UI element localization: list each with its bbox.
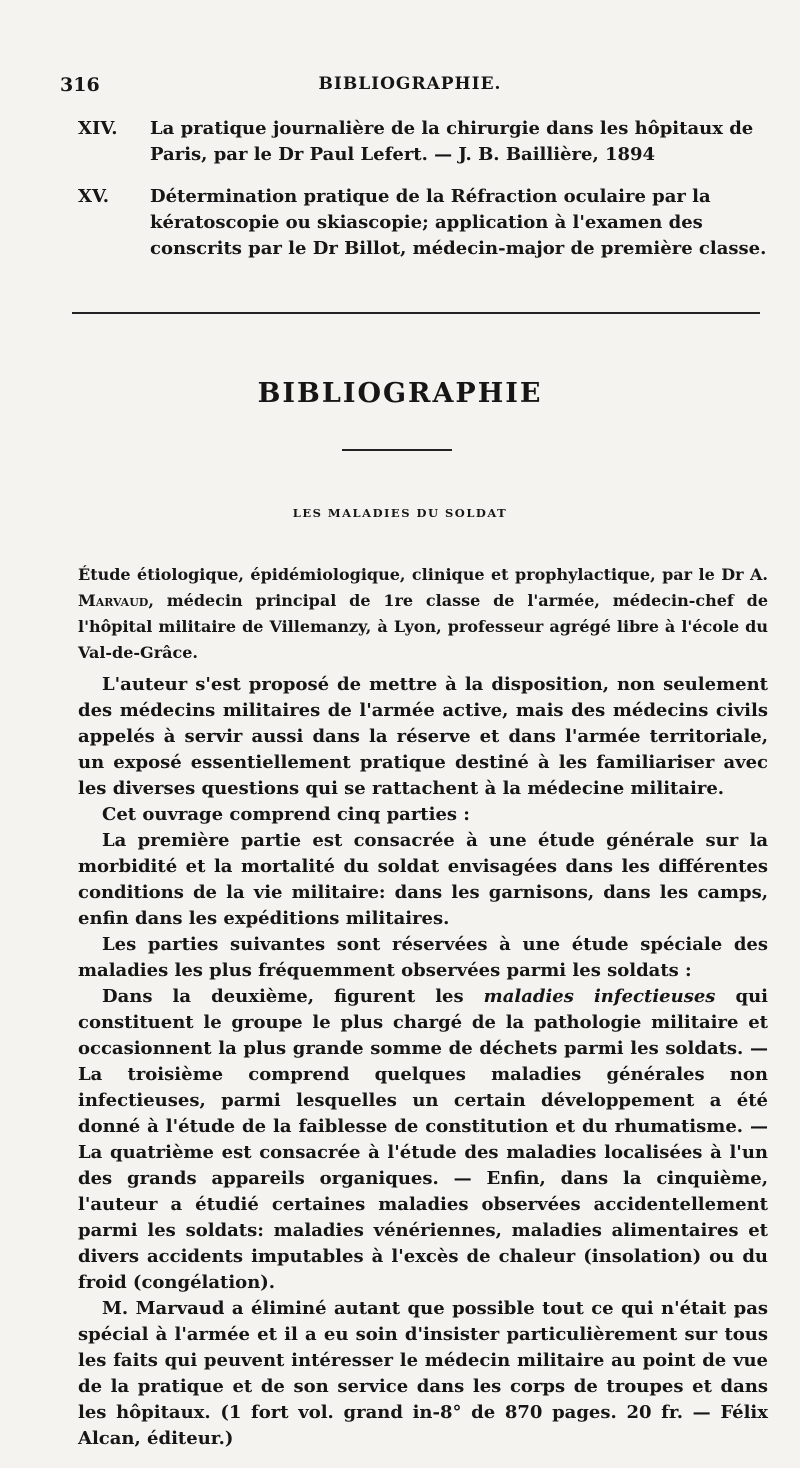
running-title: BIBLIOGRAPHIE. xyxy=(318,74,502,94)
item-text: Détermination pratique de la Réfraction oculaire par la kératoscopie ou skiascopie; application à l'examen des conscrits par le Dr Billot, médecin-major de première classe. xyxy=(150,186,767,259)
subtitle-text-end: , médecin principal de 1re classe de l'armée, médecin-chef de l'hôpital militaire de Villemanzy, à Lyon, professeur agrégé libre à l'école du Val-de-Grâce. xyxy=(78,591,768,662)
author-name: Marvaud xyxy=(78,591,149,610)
book-subtitle xyxy=(78,562,768,666)
item-number: XIV. xyxy=(78,118,118,139)
section-divider xyxy=(72,312,760,314)
review-paragraph: Cet ouvrage comprend cinq parties : xyxy=(102,804,470,825)
item-number: XV. xyxy=(78,186,110,207)
list-item-xv xyxy=(78,184,768,262)
heading-divider xyxy=(342,449,452,451)
review-paragraph: La première partie est consacrée à une étude générale sur la morbidité et la mortalité du soldat envisagées dans les différentes conditions de la vie militaire: dans les garnisons, dans les camps, enfin dans les expéditions militaires. xyxy=(78,830,768,929)
item-text: La pratique journalière de la chirurgie dans les hôpitaux de Paris, par le Dr Paul Lefert. — J. B. Baillière, 1894 xyxy=(150,118,754,165)
running-head xyxy=(60,74,760,104)
review-paragraph xyxy=(78,984,768,1296)
emphasis-text: maladies infectieuses xyxy=(483,986,716,1007)
paragraph-text: Dans la deuxième, figurent les xyxy=(102,986,484,1007)
book-title: LES MALADIES DU SOLDAT xyxy=(292,506,508,520)
section-heading: BIBLIOGRAPHIE xyxy=(257,378,543,409)
subtitle-text-start: Étude étiologique, épidémiologique, clinique et prophylactique, par le Dr A. xyxy=(78,565,768,584)
paragraph-text: qui constituent le groupe le plus chargé de la pathologie militaire et occasionnent la plus grande somme de déchets parmi les soldats. — La troisième comprend quelques maladies générales non infectieuses, parmi lesquelles un certain développement a été donné à l'étude de la faiblesse de constitution et du rhumatisme. — La quatrième est consacrée à l'étude des maladies localisées à l'un des grands appareils organiques. — Enfin, dans la cinquième, l'auteur a étudié certaines maladies observées accidentellement parmi les soldats: maladies vénériennes, maladies alimentaires et divers accidents imputables à l'excès de chaleur (insolation) ou du froid (congélation). xyxy=(78,986,768,1293)
review-paragraph: Les parties suivantes sont réservées à une étude spéciale des maladies les plus fréquemment observées parmi les soldats : xyxy=(78,934,768,981)
review-paragraph: M. Marvaud a éliminé autant que possible tout ce qui n'était pas spécial à l'armée et il a eu soin d'insister particulièrement sur tous les faits qui peuvent intéresser le médecin militaire au point de vue de la pratique et de son service dans les corps de troupes et dans les hôpitaux. (1 fort vol. grand in-8° de 870 pages. 20 fr. — Félix Alcan, éditeur.) xyxy=(78,1298,768,1449)
review-body xyxy=(78,672,768,1452)
review-paragraph: L'auteur s'est proposé de mettre à la disposition, non seulement des médecins militaires de l'armée active, mais des médecins civils appelés à servir aussi dans la réserve et dans l'armée territoriale, un exposé essentiellement pratique destiné à les familiariser avec les diverses questions qui se rattachent à la médecine militaire. xyxy=(78,674,768,799)
page-number: 316 xyxy=(60,74,100,96)
list-item-xiv xyxy=(78,116,768,168)
